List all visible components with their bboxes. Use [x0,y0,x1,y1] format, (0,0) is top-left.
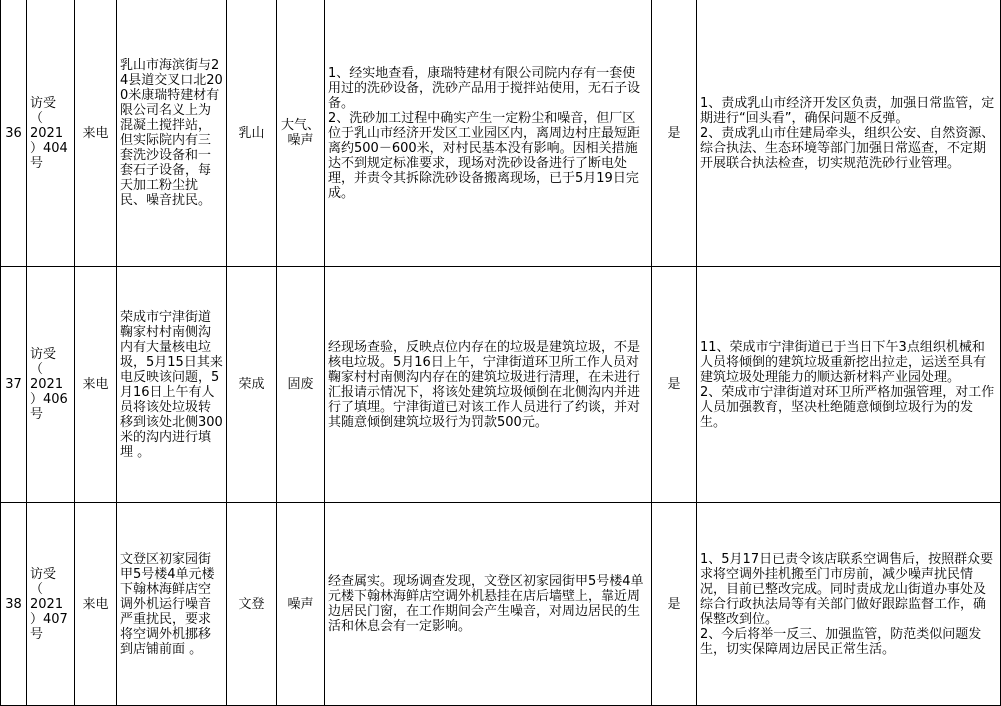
area-cell: 乳山 [227,0,277,267]
issue-cell [117,267,227,503]
row-number: 38 [1,503,27,706]
table-row [1,267,1001,503]
issue-text: 荣成市宁津街道鞠家村村南侧沟内有大量核电垃圾，5月15日其来电反映该问题，5月16日上午有人员将该处垃圾转移到该处北侧300米的沟内进行填埋 。 [120,309,223,460]
row-number: 37 [1,267,27,503]
finding-text: 经现场查验，反映点位内存在的垃圾是建筑垃圾，不是核电垃圾。5月16日上午，宁津街道环卫所工作人员对鞠家村村南侧沟内存在的建筑垃圾进行清理，在未进行汇报请示情况下，将该处建筑垃圾倾倒在北侧沟内并进行了填埋。宁津街道已对该工作人员进行了约谈，并对其随意倾倒建筑垃圾行为罚款500元。 [328,339,641,430]
source-cell: 来电 [75,267,117,503]
case-id: 访受 （ 2021 ）407 号 [30,566,68,642]
action-cell [697,503,1001,706]
verified-cell: 是 [652,267,697,503]
case-id-cell [27,0,75,267]
action-text: 1、5月17日已责令该店联系空调售后，按照群众要求将空调外挂机搬至门市房前，减少噪声扰民情况，目前已整改完成。同时责成龙山街道办事处及综合行政执法局等有关部门做好跟踪监督工作，确保整改到位。 2、今后将举一反三、加强监管，防范类似问题发生，切实保障周边居民正常生活。 [700,551,994,657]
case-id-cell [27,503,75,706]
action-text: 11、荣成市宁津街道已于当日下午3点组织机械和人员将倾倒的建筑垃圾重新挖出拉走，运送至具有建筑垃圾处理能力的顺达新材料产业园处理。 2、荣成市宁津街道对环卫所严格加强管理，对工作人员加强教育，坚决杜绝随意倾倒垃圾行为的发生。 [700,339,995,430]
finding-text: 经查属实。现场调查发现，文登区初家园街甲5号楼4单元楼下翰林海鲜店空调外机悬挂在店后墙壁上，靠近周边居民门窗，在工作期间会产生噪音，对周边居民的生活和休息会有一定影响。 [328,574,644,634]
issue-cell [117,0,227,267]
source-cell: 来电 [75,0,117,267]
table-row [1,0,1001,267]
row-number: 36 [1,0,27,267]
finding-cell [325,267,652,503]
finding-text: 1、经实地查看，康瑞特建材有限公司院内存有一套使用过的洗砂设备，洗砂产品用于搅拌站使用，无石子设备。 2、洗砂加工过程中确实产生一定粉尘和噪音，但厂区位于乳山市经济开发区工业园区内，离周边村庄最短距离约500－600米，对村民基本没有影响。因相关措施达不到规定标准要求，现场对洗砂设备进行了断电处理，并责令其拆除洗砂设备搬离现场，已于5月19日完成。 [328,65,641,201]
verified-cell: 是 [652,503,697,706]
case-id-cell [27,267,75,503]
finding-cell [325,503,652,706]
area-cell: 荣成 [227,267,277,503]
action-text: 1、责成乳山市经济开发区负责，加强日常监管，定期进行“回头看”，确保问题不反弹。 2、责成乳山市住建局牵头，组织公安、自然资源、综合执法、生态环境等部门加强日常巡查，不定期开展联合执法检查，切实规范洗砂行业管理。 [700,95,995,171]
pollution-type-cell: 固废 [277,267,325,503]
issue-cell [117,503,227,706]
action-cell [697,267,1001,503]
issue-text: 文登区初家园街甲5号楼4单元楼下翰林海鲜店空调外机运行噪音严重扰民，要求将空调外机挪移到店铺前面 。 [120,551,215,657]
case-id: 访受 （ 2021 ）406 号 [30,347,68,422]
verified-cell: 是 [652,0,697,267]
table-row [1,503,1001,706]
finding-cell [325,0,652,267]
pollution-type-cell: 噪声 [277,503,325,706]
case-id: 访受 （ 2021 ）404 号 [30,95,68,171]
area-cell: 文登 [227,503,277,706]
issue-text: 乳山市海滨街与24县道交叉口北200米康瑞特建材有限公司名义上为混凝土搅拌站，但实际院内有三套洗沙设备和一套石子设备，每天加工粉尘扰民、噪音扰民。 [120,58,223,208]
pollution-type-cell: 大气、噪声 [277,0,325,267]
source-cell: 来电 [75,503,117,706]
action-cell [697,0,1001,267]
